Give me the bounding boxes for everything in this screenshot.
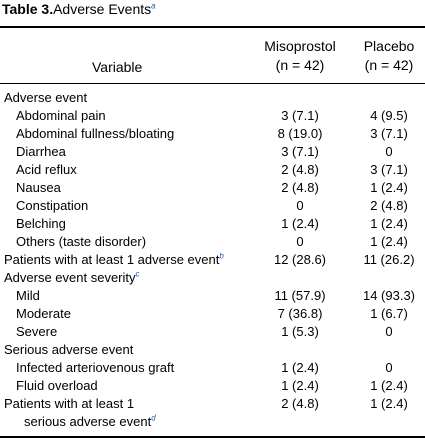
row-label: [16, 125, 174, 143]
row-label: [16, 359, 174, 377]
cell-misoprostol: 12 (28.6): [273, 252, 327, 267]
row-label-text: Severe: [16, 324, 58, 339]
cell-placebo: 2 (4.8): [370, 198, 408, 213]
cell-misoprostol: 11 (57.9): [274, 288, 326, 303]
cell-misoprostol: 1 (2.4): [281, 378, 319, 393]
cell-misoprostol: 2 (4.8): [281, 396, 319, 411]
table-row: [0, 215, 425, 233]
table-row: [0, 125, 425, 143]
header-col2-n: (n = 42): [364, 57, 414, 73]
row-label-text: Belching: [16, 216, 66, 231]
table-caption: [2, 1, 156, 18]
footnote-mark: d: [151, 413, 156, 423]
row-label-text: Constipation: [16, 198, 89, 213]
table-row: [0, 287, 425, 305]
caption-footnote-mark: a: [151, 1, 156, 11]
row-label: [16, 197, 88, 215]
table-row: [0, 233, 425, 251]
cell-placebo: 3 (7.1): [370, 126, 408, 141]
cell-placebo: 1 (2.4): [370, 234, 408, 249]
cell-misoprostol: 1 (5.3): [281, 324, 319, 339]
cell-misoprostol: 2 (4.8): [281, 180, 319, 195]
row-label-line2-text: serious adverse event: [24, 414, 152, 429]
header-col1-name: Misoprostol: [264, 38, 336, 54]
table-row: [0, 89, 425, 107]
cell-placebo: 0: [385, 360, 393, 375]
cell-placebo: 3 (7.1): [370, 162, 408, 177]
bottom-rule: [0, 436, 425, 438]
table-row: [0, 161, 425, 179]
row-label: [16, 287, 40, 305]
footnote-mark: c: [135, 269, 140, 279]
cell-misoprostol: 3 (7.1): [281, 108, 319, 123]
row-label-text: Patients with at least 1 adverse event: [4, 252, 220, 267]
row-label-text: Infected arteriovenous graft: [16, 360, 175, 375]
cell-placebo: 0: [385, 144, 393, 159]
cell-placebo: 0: [385, 324, 393, 339]
table-row: [0, 305, 425, 323]
footnote-mark: b: [219, 251, 224, 261]
table-row: [0, 143, 425, 161]
row-label: [4, 269, 140, 287]
table-row: [0, 197, 425, 215]
table-row: [0, 377, 425, 395]
cell-misoprostol: 3 (7.1): [281, 144, 319, 159]
row-label-text: Serious adverse event: [4, 342, 134, 357]
row-label-text: Adverse event: [4, 90, 88, 105]
table-title: Adverse Events: [53, 1, 152, 17]
row-label: [4, 395, 156, 431]
row-label: [16, 305, 71, 323]
row-label: [16, 107, 106, 125]
table-row: [0, 251, 425, 269]
cell-misoprostol: 0: [296, 198, 304, 213]
header-rule: [0, 83, 425, 84]
cell-misoprostol: 7 (36.8): [277, 306, 323, 321]
row-label: [4, 341, 133, 359]
row-label-text: Others (taste disorder): [16, 234, 147, 249]
row-label: [16, 179, 61, 197]
row-label-text: Adverse event severity: [4, 270, 136, 285]
row-label-line2: [4, 413, 156, 431]
table-row: [0, 395, 425, 431]
cell-placebo: 14 (93.3): [362, 288, 416, 303]
header-col1-n: (n = 42): [275, 57, 325, 73]
row-label-text: Acid reflux: [16, 162, 77, 177]
row-label-text: Abdominal fullness/bloating: [16, 126, 175, 141]
table-row: [0, 269, 425, 287]
header-col2-name: Placebo: [363, 38, 415, 54]
table-row: [0, 179, 425, 197]
cell-misoprostol: 8 (19.0): [277, 126, 323, 141]
cell-placebo: 1 (2.4): [370, 180, 408, 195]
row-label: [16, 233, 146, 251]
row-label-text: Abdominal pain: [16, 108, 106, 123]
row-label-text: Mild: [16, 288, 40, 303]
row-label: [16, 161, 77, 179]
row-label-text: Fluid overload: [16, 378, 98, 393]
row-label-text: Nausea: [16, 180, 61, 195]
table-row: [0, 341, 425, 359]
cell-placebo: 4 (9.5): [370, 108, 408, 123]
row-label: [16, 377, 98, 395]
row-label: [4, 251, 224, 269]
table-row: [0, 323, 425, 341]
row-label: [16, 215, 66, 233]
table-row: [0, 107, 425, 125]
cell-placebo: 1 (2.4): [370, 216, 408, 231]
cell-placebo: 1 (6.7): [370, 306, 408, 321]
cell-misoprostol: 1 (2.4): [281, 360, 319, 375]
row-label-text: Moderate: [16, 306, 71, 321]
top-rule: [0, 26, 425, 28]
row-label: [16, 143, 66, 161]
cell-placebo: 11 (26.2): [363, 252, 415, 267]
cell-placebo: 1 (2.4): [370, 378, 408, 393]
row-label: [16, 323, 57, 341]
cell-placebo: 1 (2.4): [370, 396, 408, 411]
row-label-line1: Patients with at least 1: [4, 396, 135, 411]
table-body: [0, 89, 425, 431]
row-label-text: Diarrhea: [16, 144, 66, 159]
row-label: [4, 89, 87, 107]
cell-misoprostol: 0: [296, 234, 304, 249]
cell-misoprostol: 2 (4.8): [281, 162, 319, 177]
header-variable: Variable: [92, 59, 143, 75]
cell-misoprostol: 1 (2.4): [281, 216, 319, 231]
table-row: [0, 359, 425, 377]
table-label: Table 3.: [2, 1, 54, 17]
